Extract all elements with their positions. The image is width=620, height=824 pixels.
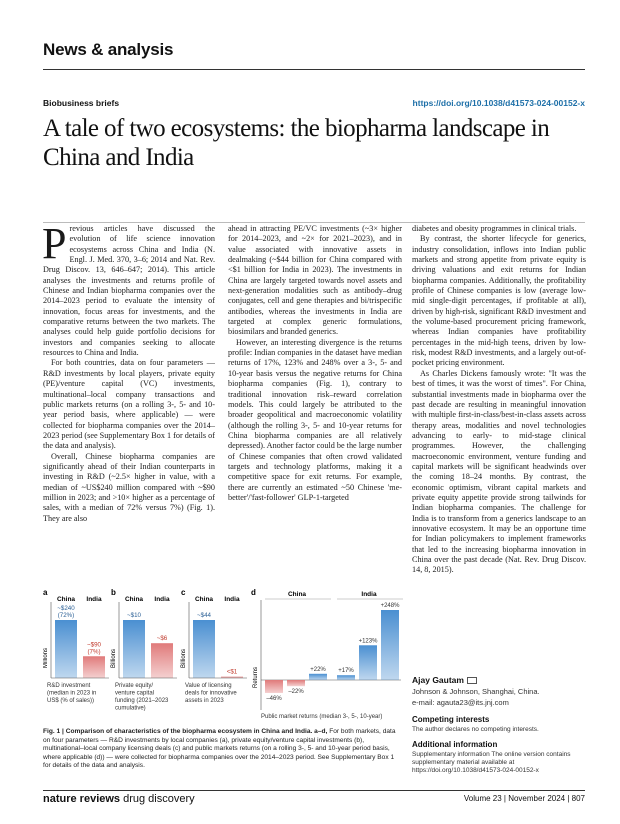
y-label: Billions (181, 648, 187, 668)
group-label: India (361, 591, 377, 598)
title-rule (43, 222, 585, 223)
panel-caption: (median in 2023 in (47, 690, 97, 697)
bar (381, 610, 399, 680)
data-label: +17% (338, 668, 354, 675)
panel-caption: deals for innovative (185, 690, 237, 697)
y-label: Billions (111, 648, 117, 668)
data-label: (72%) (57, 612, 75, 619)
bar (359, 645, 377, 680)
data-label: ~$240 (57, 605, 75, 612)
panel-caption: assets in 2023 (185, 698, 224, 704)
footer-rule (43, 790, 585, 791)
additional-text: Supplementary information The online version contains supplementary material available at https://doi.org/10.1038/d41573-024-00152-x (412, 751, 571, 774)
category-label: India (86, 596, 102, 603)
category-label: India (224, 596, 240, 603)
figure-chart (43, 588, 403, 728)
panel-letter: a (43, 588, 48, 597)
paragraph: For both countries, data on four parameters — R&D investments by local players, private equity (PE)/venture capital (VC) investments, multinational–local company transactions and public markets returns (on a rolling 3-, 5- and 10-year period basis, where applicable) — were collected for biopharma companies over the 2014–2023 period (see Supplementary Box 1 for details of the data and analysis). (43, 358, 215, 451)
column-2 (228, 224, 402, 503)
caption-text: For both markets, data on four parameters — R&D investments by local companies (a), private equity/venture capital investments (b), multinational–local company licensing deals (c) and public markets returns (on a rolling 3-, 5- and 10-year period basis, where applicable (d)) — were collected for biopharma companies over the 2014–2023 period. See Supplementary Box 1 for details of the data and analysis. (43, 728, 396, 770)
paragraph: Overall, Chinese biopharma companies are significantly ahead of their Indian counterparts in investing in R&D (~2.5× higher in value, with a median of ~US$240 million compared with ~$90 million in 2023; and >10× higher as a percentage of sales, with a median of 72% versus 7%) (Fig. 1). They are also (43, 451, 215, 523)
data-label: ~$44 (197, 612, 211, 619)
panel-caption: Value of licensing (185, 683, 232, 689)
group-label: China (287, 591, 307, 598)
data-label: ~$10 (127, 612, 141, 619)
bar (83, 656, 105, 678)
panel-caption: venture capital (115, 690, 155, 697)
volume-info: Volume 23 | November 2024 | 807 (463, 794, 585, 803)
bar (193, 620, 215, 678)
category-label: China (194, 596, 214, 603)
doi-link[interactable]: https://doi.org/10.1038/d41573-024-00152-x (412, 98, 585, 108)
bar (337, 675, 355, 680)
paragraph: diabetes and obesity programmes in clinical trials. (412, 224, 577, 233)
header-rule (43, 69, 585, 70)
panel-caption: cumulative) (115, 705, 146, 712)
data-label: ~$90 (87, 641, 101, 649)
author-name-text: Ajay Gautam (412, 675, 464, 685)
competing-text: The author declares no competing interests. (412, 726, 539, 733)
panel-caption: funding (2021–2023 (115, 698, 169, 704)
drop-cap: P (42, 219, 67, 268)
panel-caption: US$ (% of sales)) (47, 698, 95, 704)
bar (287, 680, 305, 686)
data-label: –22% (288, 689, 304, 696)
panel-caption: Private equity/ (115, 683, 154, 689)
author-affiliation: Johnson & Johnson, Shanghai, China. (412, 687, 540, 696)
y-label: Returns (253, 666, 259, 688)
data-label: ~$6 (156, 635, 168, 643)
author-name (412, 675, 477, 685)
category-label: China (56, 596, 76, 603)
article-title: A tale of two ecosystems: the biopharma landscape in China and India (43, 115, 550, 171)
envelope-icon[interactable] (467, 677, 477, 684)
paragraph: However, an interesting divergence is the returns profile: Indian companies in the dataset have median returns of 17%, 123% and 248% over a 3-, 5- and 10-year basis versus the negative returns for China biopharma companies (Fig. 1), contrary to traditional innovation risk–reward correlation models. This could largely be attributed to the broader geopolitical and macroeconomic volatility (although the rolling 3-, 5- and 10-year returns for China biopharma companies are all relatively depressed). Another factor could be the large number of Chinese companies that often crowd validated targets and technology platforms, making it a competitive space for exit returns. For example, there are currently an estimated ~50 Chinese 'me-better'/'fast-follower' GLP-1-targeted (228, 337, 402, 502)
data-label: <$1 (226, 668, 238, 676)
paragraph: ahead in attracting PE/VC investments (~3× higher for 2014–2023, and ~2× for 2021–2023), and in value associated with innovative assets in dealmaking (~$44 billion for China compared with <$1 billion for India in 2023). The investments in China are largely targeted towards novel assets and next-generation modalities such as antibody–drug conjugates, cell and gene therapies and bi/trispecific antibodies, whereas the investments in India are targeted at complex generic formulations, biosimilars and branded generics. (228, 224, 402, 337)
bar (265, 680, 283, 693)
category-label: China (124, 596, 144, 603)
data-label: +123% (358, 638, 378, 645)
paragraph: As Charles Dickens famously wrote: "It was the best of times, it was the worst of times". For China, substantial investments made in biopharma over the past decade are resulting in meaningful innovation with multiple first-in-class/best-in-class assets across therapy areas, modalities and novel technologies advancing to early- to mid-stage clinical programmes. However, the challenging macroeconomic environment, venture funding and capital markets will be significant headwinds over the coming 18–24 months. By contrast, the economic optimism, vibrant capital markets and private equity appetite provide strong tailwinds for Indian biopharma companies. The challenge for India is to transform from a generics landscape to an innovative ecosystem. It may be an opportune time for Indian policymakers to implement frameworks that led to the increasing biopharma innovation in China over the past decade (Nat. Rev. Drug Discov. 14, 8, 2015). (412, 368, 586, 575)
bar (123, 620, 145, 678)
competing-heading: Competing interests (412, 715, 490, 724)
y-label: Millions (43, 647, 49, 668)
figure-1 (43, 588, 403, 728)
column-1 (42, 219, 215, 524)
author-email[interactable]: e-mail: agauta23@its.jnj.com (412, 698, 509, 707)
data-label: +248% (380, 603, 400, 609)
panel-caption: Public market returns (median 3-, 5-, 10-year) (261, 714, 383, 720)
section-title: News & analysis (43, 40, 174, 59)
journal-name (43, 793, 195, 805)
panel-letter: b (111, 588, 116, 597)
caption-lead: Fig. 1 | Comparison of characteristics of the biopharma ecosystem in China and India. a–d, (43, 728, 328, 735)
panel-letter: d (251, 588, 256, 597)
bar (55, 620, 77, 678)
figure-caption (43, 728, 403, 771)
bar (309, 674, 327, 680)
column-3 (412, 224, 586, 576)
data-label: (7%) (87, 648, 101, 656)
panel-caption: R&D investment (47, 683, 91, 689)
bar (151, 643, 173, 678)
paragraph: revious articles have discussed the evolution of life science innovation ecosystems across China and India (N. Engl. J. Med. 370, 3–6; 2014 and Nat. Rev. Drug Discov. 13, 646–647; 2014). This article analyses the investments and returns profile of Chinese and Indian biopharma companies over the 2014–2023 period to evaluate the intensity of innovation, focus areas for investments, and the comparative returns between the two markets. The analyses could help guide portfolio decisions for investors and companies seeking to allocate resources to China and India. (43, 224, 215, 358)
paragraph: By contrast, the shorter lifecycle for generics, industry consolidation, inflows into Indian public markets and strong appetite from private equity is driving valuations and exit returns for Indian biopharma companies. Additionally, the profitability profile of Chinese companies is low (average low-mid single-digit percentages, if profitable at all), driven by high-risk, significant R&D investment and the volume-based procurement pricing framework, whereas Indian companies have profitability percentages in the mid-high teens, driven by low-risk, modest R&D investments, and a largely out-of-pocket pricing environment. (412, 234, 586, 368)
kicker: Biobusiness briefs (43, 98, 120, 108)
data-label: +22% (310, 666, 326, 673)
panel-letter: c (181, 588, 186, 597)
journal-rest: drug discovery (120, 793, 195, 805)
additional-heading: Additional information (412, 740, 498, 749)
category-label: India (154, 596, 170, 603)
journal-bold: nature reviews (43, 793, 121, 805)
data-label: –46% (266, 695, 282, 702)
